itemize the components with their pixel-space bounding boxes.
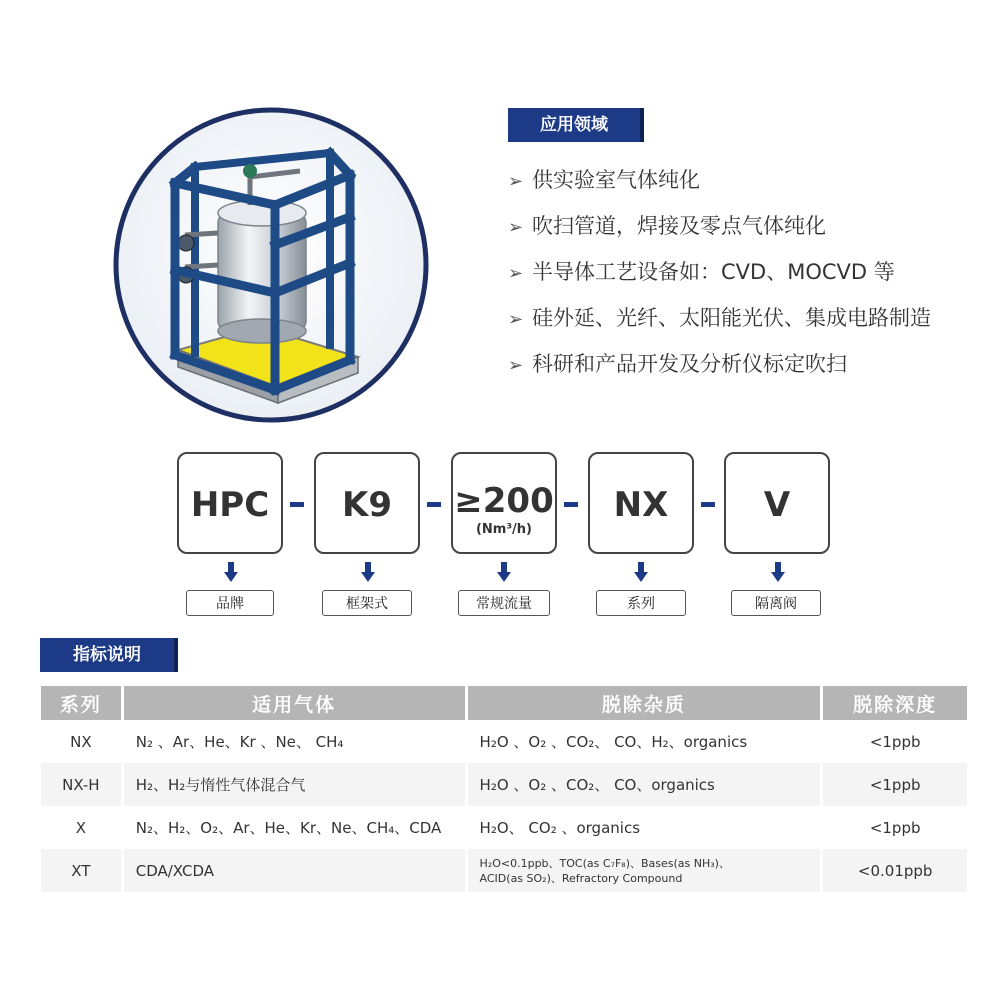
label-flow: 常规流量 — [458, 590, 550, 616]
impurities-line: H₂O<0.1ppb、TOC(as C₇F₈)、Bases(as NH₃)、 — [479, 856, 730, 870]
cell-depth: <0.01ppb — [823, 849, 967, 892]
code-box-series: NX — [588, 452, 694, 554]
label-valve: 隔离阀 — [731, 590, 821, 616]
header-depth: 脱除深度 — [823, 686, 967, 720]
application-item: ➢ 硅外延、光纤、太阳能光伏、集成电路制造 — [508, 300, 931, 346]
separator-dash — [290, 502, 304, 507]
header-series: 系列 — [41, 686, 121, 720]
cell-series: XT — [41, 849, 121, 892]
table-row — [41, 849, 967, 892]
cell-depth: <1ppb — [823, 763, 967, 806]
cell-gases: CDA/XCDA — [124, 849, 465, 892]
cell-impurities: H₂O 、O₂ 、CO₂、 CO、H₂、organics — [479, 733, 748, 751]
chevron-right-icon: ➢ — [508, 309, 524, 330]
label-brand: 品牌 — [186, 590, 274, 616]
arrow-down-icon — [497, 562, 511, 582]
header-impurities: 脱除杂质 — [468, 686, 821, 720]
header-gases: 适用气体 — [124, 686, 465, 720]
label-series: 系列 — [596, 590, 686, 616]
cell-impurities — [468, 849, 821, 892]
cell-gases: H₂、H₂与惰性气体混合气 — [124, 763, 465, 806]
spec-title: 指标说明 — [40, 638, 178, 672]
purifier-skid-illustration — [100, 105, 442, 425]
cell-impurities: H₂O、 CO₂ 、organics — [479, 819, 641, 837]
impurities-line: ACID(as SO₂)、Refractory Compound — [479, 871, 683, 885]
spec-header-row — [41, 686, 967, 720]
cell-depth: <1ppb — [869, 818, 921, 837]
application-title: 应用领域 — [508, 108, 644, 142]
separator-dash — [701, 502, 715, 507]
code-box-brand: HPC — [177, 452, 283, 554]
code-box-flow: ≥200 (Nm³/h) — [451, 452, 557, 554]
chevron-right-icon: ➢ — [508, 355, 524, 376]
arrow-down-icon — [634, 562, 648, 582]
arrow-down-icon — [771, 562, 785, 582]
arrow-down-icon — [224, 562, 238, 582]
code-box-frame: K9 — [314, 452, 420, 554]
application-list — [508, 162, 931, 392]
cell-depth: <1ppb — [869, 732, 921, 751]
table-row — [41, 720, 967, 763]
chevron-right-icon: ➢ — [508, 263, 524, 284]
application-item: ➢ 半导体工艺设备如：CVD、MOCVD 等 — [508, 254, 931, 300]
cell-gases: N₂ 、Ar、He、Kr 、Ne、 CH₄ — [135, 733, 344, 751]
cell-gases: N₂、H₂、O₂、Ar、He、Kr、Ne、CH₄、CDA — [135, 819, 442, 837]
label-frame: 框架式 — [322, 590, 412, 616]
application-item: ➢ 吹扫管道，焊接及零点气体纯化 — [508, 208, 931, 254]
chevron-right-icon: ➢ — [508, 217, 524, 238]
code-box-valve: V — [724, 452, 830, 554]
cell-series: X — [75, 818, 86, 837]
separator-dash — [427, 502, 441, 507]
separator-dash — [564, 502, 578, 507]
cell-series: NX-H — [41, 763, 121, 806]
application-item: ➢ 供实验室气体纯化 — [508, 162, 931, 208]
spec-table — [38, 686, 970, 892]
chevron-right-icon: ➢ — [508, 171, 524, 192]
table-row — [41, 806, 967, 849]
application-item: ➢ 科研和产品开发及分析仪标定吹扫 — [508, 346, 931, 392]
arrow-down-icon — [361, 562, 375, 582]
cell-series: NX — [70, 732, 92, 751]
table-row — [41, 763, 967, 806]
cell-impurities: H₂O 、O₂ 、CO₂、 CO、organics — [468, 763, 821, 806]
